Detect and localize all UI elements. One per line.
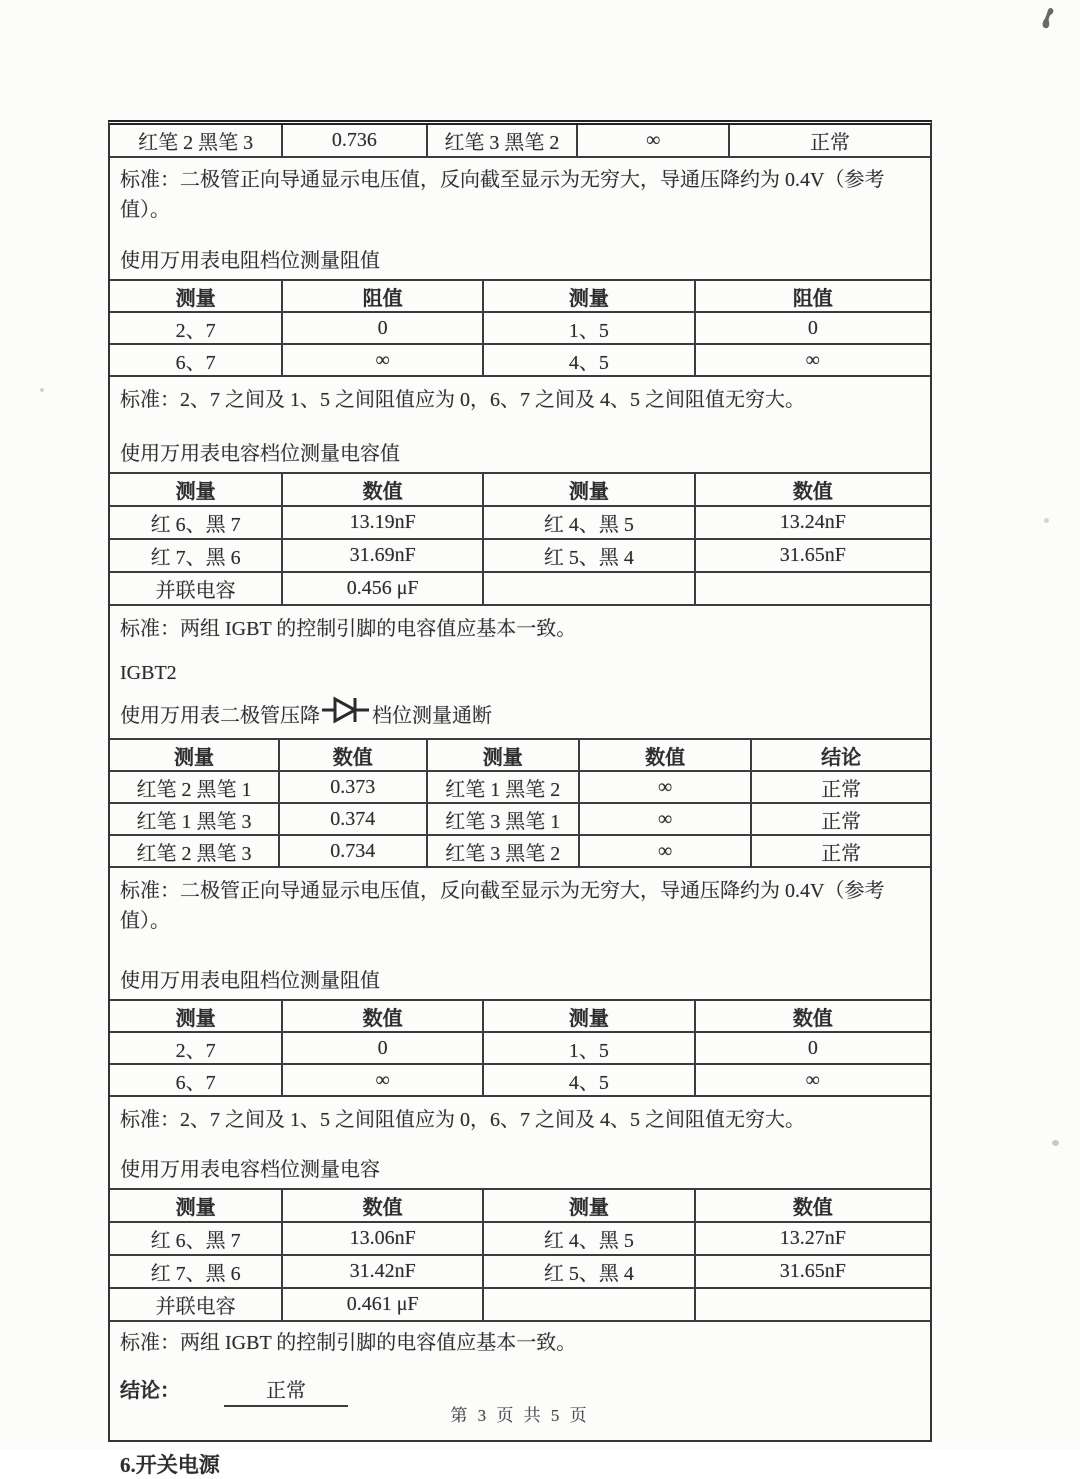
section-caption: 使用万用表电阻档位测量阻值 bbox=[120, 250, 380, 272]
table-cell: 红 4、黑 5 bbox=[483, 506, 695, 539]
table-cell: 0.374 bbox=[279, 803, 427, 835]
table-cell: 红 6、黑 7 bbox=[110, 1222, 282, 1255]
table-cell: ∞ bbox=[282, 344, 483, 376]
table-cell: ∞ bbox=[579, 835, 751, 867]
conclusion-value: 正常 bbox=[224, 1374, 348, 1407]
table-cell: 正常 bbox=[751, 803, 930, 835]
table-cell: ∞ bbox=[695, 1064, 930, 1096]
column-header: 阻值 bbox=[282, 280, 483, 312]
table-cell: 6、7 bbox=[110, 1064, 282, 1096]
caption-text: 使用万用表二极管压降 bbox=[120, 705, 320, 727]
table-cell: 红笔 3 黑笔 1 bbox=[427, 803, 580, 835]
table-cell: ∞ bbox=[282, 1064, 483, 1096]
column-header: 阻值 bbox=[695, 280, 930, 312]
table-row bbox=[110, 1288, 930, 1321]
table-cell: 13.06nF bbox=[282, 1222, 483, 1255]
table-cell: 0.736 bbox=[282, 125, 426, 157]
standard-note: 标准：二极管正向导通显示电压值，反向截至显示为无穷大，导通压降约为 0.4V（参考值）。 bbox=[120, 880, 885, 932]
column-header: 数值 bbox=[579, 739, 751, 771]
table-cell: 红笔 2 黑笔 3 bbox=[110, 125, 282, 157]
table-cell: 红笔 3 黑笔 2 bbox=[427, 835, 580, 867]
table-row bbox=[110, 344, 930, 376]
column-header: 测量 bbox=[110, 1000, 282, 1032]
column-header: 测量 bbox=[110, 280, 282, 312]
table-cell: 红笔 2 黑笔 1 bbox=[110, 771, 279, 803]
igbt2-capacitance-table bbox=[110, 1188, 930, 1322]
table-cell: 并联电容 bbox=[110, 572, 282, 605]
table-cell: 红笔 1 黑笔 3 bbox=[110, 803, 279, 835]
conclusion-label: 结论： bbox=[120, 1380, 180, 1402]
table-cell: 红 5、黑 4 bbox=[483, 1255, 695, 1288]
standard-note: 标准：2、7 之间及 1、5 之间阻值应为 0，6、7 之间及 4、5 之间阻值无穷大。 bbox=[120, 389, 805, 411]
table-cell: 并联电容 bbox=[110, 1288, 282, 1321]
table-row bbox=[110, 835, 930, 867]
table-cell: 1、5 bbox=[483, 312, 695, 344]
table-cell: 4、5 bbox=[483, 344, 695, 376]
table-cell: 0 bbox=[695, 312, 930, 344]
standard-note: 标准：二极管正向导通显示电压值，反向截至显示为无穷大，导通压降约为 0.4V（参考值）。 bbox=[120, 169, 885, 221]
igbt2-diode-table bbox=[110, 738, 930, 868]
scan-speck bbox=[40, 388, 44, 392]
table-cell bbox=[483, 572, 695, 605]
table-header-row bbox=[110, 473, 930, 506]
table-cell bbox=[695, 1288, 930, 1321]
igbt1-diode-table-continuation bbox=[110, 125, 930, 158]
table-header-row bbox=[110, 739, 930, 771]
table-cell: 2、7 bbox=[110, 312, 282, 344]
table-cell: 1、5 bbox=[483, 1032, 695, 1064]
table-cell: ∞ bbox=[579, 771, 751, 803]
column-header: 测量 bbox=[110, 739, 279, 771]
table-cell: 6、7 bbox=[110, 344, 282, 376]
section-caption bbox=[120, 694, 930, 730]
table-cell: 红笔 1 黑笔 2 bbox=[427, 771, 580, 803]
section-caption: 使用万用表电容档位测量电容 bbox=[120, 1159, 380, 1181]
table-header-row bbox=[110, 1000, 930, 1032]
igbt2-resistance-table bbox=[110, 999, 930, 1097]
column-header: 结论 bbox=[751, 739, 930, 771]
table-cell: ∞ bbox=[695, 344, 930, 376]
next-section-heading: 6.开关电源 bbox=[120, 1453, 220, 1477]
standard-note: 标准：两组 IGBT 的控制引脚的电容值应基本一致。 bbox=[120, 1332, 577, 1354]
table-row bbox=[110, 1255, 930, 1288]
table-cell: 红 7、黑 6 bbox=[110, 539, 282, 572]
table-row bbox=[110, 539, 930, 572]
table-cell: 红 5、黑 4 bbox=[483, 539, 695, 572]
table-row bbox=[110, 125, 930, 157]
igbt1-capacitance-table bbox=[110, 472, 930, 606]
table-cell: 13.24nF bbox=[695, 506, 930, 539]
column-header: 测量 bbox=[483, 473, 695, 506]
table-row bbox=[110, 1032, 930, 1064]
table-row bbox=[110, 803, 930, 835]
scan-speck bbox=[1044, 518, 1049, 523]
table-cell: 13.19nF bbox=[282, 506, 483, 539]
table-cell: 31.65nF bbox=[695, 1255, 930, 1288]
column-header: 数值 bbox=[282, 1000, 483, 1032]
column-header: 测量 bbox=[110, 473, 282, 506]
table-cell: 红 7、黑 6 bbox=[110, 1255, 282, 1288]
scan-speck bbox=[1052, 1140, 1059, 1146]
table-cell: 正常 bbox=[751, 771, 930, 803]
column-header: 数值 bbox=[695, 473, 930, 506]
table-row bbox=[110, 1222, 930, 1255]
column-header: 测量 bbox=[110, 1189, 282, 1222]
table-cell: 0 bbox=[282, 312, 483, 344]
table-cell: 0.461 μF bbox=[282, 1288, 483, 1321]
section-caption: 使用万用表电容档位测量电容值 bbox=[120, 443, 400, 465]
column-header: 数值 bbox=[695, 1189, 930, 1222]
table-cell: 正常 bbox=[729, 125, 930, 157]
column-header: 测量 bbox=[483, 1000, 695, 1032]
document-frame bbox=[108, 120, 932, 1477]
table-row bbox=[110, 506, 930, 539]
table-row bbox=[110, 312, 930, 344]
igbt1-resistance-table bbox=[110, 279, 930, 377]
column-header: 数值 bbox=[279, 739, 427, 771]
column-header: 测量 bbox=[427, 739, 580, 771]
table-cell: 红笔 2 黑笔 3 bbox=[110, 835, 279, 867]
table-row bbox=[110, 1064, 930, 1096]
igbt2-title: IGBT2 bbox=[120, 662, 177, 684]
table-row bbox=[110, 771, 930, 803]
table-cell: ∞ bbox=[579, 803, 751, 835]
table-cell: 31.65nF bbox=[695, 539, 930, 572]
table-header-row bbox=[110, 1189, 930, 1222]
column-header: 数值 bbox=[695, 1000, 930, 1032]
caption-text: 档位测量通断 bbox=[372, 705, 492, 727]
table-cell: 红笔 3 黑笔 2 bbox=[427, 125, 578, 157]
ink-blot-artifact bbox=[1038, 6, 1060, 34]
table-row bbox=[110, 572, 930, 605]
table-cell bbox=[483, 1288, 695, 1321]
column-header: 测量 bbox=[483, 1189, 695, 1222]
table-cell bbox=[695, 572, 930, 605]
section-caption: 使用万用表电阻档位测量阻值 bbox=[120, 970, 380, 992]
diode-symbol-icon bbox=[322, 694, 370, 724]
table-cell: 红 6、黑 7 bbox=[110, 506, 282, 539]
table-cell: 13.27nF bbox=[695, 1222, 930, 1255]
standard-note: 标准：两组 IGBT 的控制引脚的电容值应基本一致。 bbox=[120, 618, 577, 640]
table-cell: 31.42nF bbox=[282, 1255, 483, 1288]
table-cell: 正常 bbox=[751, 835, 930, 867]
standard-note: 标准：2、7 之间及 1、5 之间阻值应为 0，6、7 之间及 4、5 之间阻值无穷大。 bbox=[120, 1109, 805, 1131]
table-header-row bbox=[110, 280, 930, 312]
table-cell: 0 bbox=[282, 1032, 483, 1064]
column-header: 测量 bbox=[483, 280, 695, 312]
table-cell: 0.456 μF bbox=[282, 572, 483, 605]
table-cell: 2、7 bbox=[110, 1032, 282, 1064]
page-number-footer: 第 3 页 共 5 页 bbox=[450, 1406, 590, 1425]
table-cell: 0 bbox=[695, 1032, 930, 1064]
table-cell: 4、5 bbox=[483, 1064, 695, 1096]
table-cell: 31.69nF bbox=[282, 539, 483, 572]
column-header: 数值 bbox=[282, 1189, 483, 1222]
table-cell: ∞ bbox=[577, 125, 729, 157]
table-cell: 红 4、黑 5 bbox=[483, 1222, 695, 1255]
table-cell: 0.373 bbox=[279, 771, 427, 803]
column-header: 数值 bbox=[282, 473, 483, 506]
table-cell: 0.734 bbox=[279, 835, 427, 867]
